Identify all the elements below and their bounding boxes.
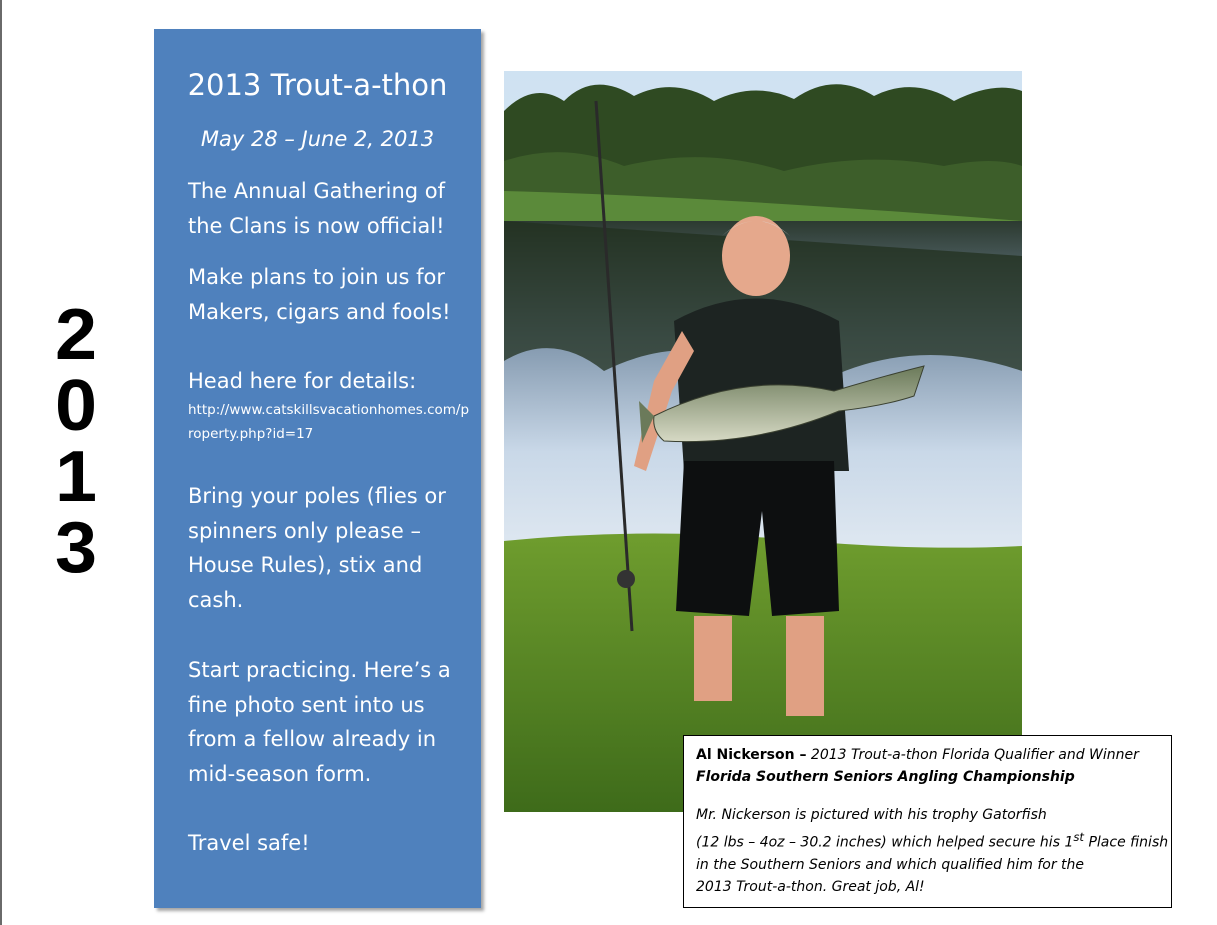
caption-body	[696, 804, 1169, 898]
man-leg-right	[786, 616, 824, 716]
sidebar-panel	[154, 29, 481, 908]
ordinal-suffix: st	[1073, 830, 1085, 844]
closing-text: Travel safe!	[188, 831, 310, 855]
year-digit: 1	[54, 437, 98, 517]
caption-line-part: (12 lbs – 4oz – 30.2 inches) which helped secure his 1	[696, 834, 1074, 851]
angler-photo	[504, 71, 1022, 812]
man-leg-left	[694, 616, 732, 701]
year-digit: 0	[54, 366, 98, 446]
caption-line: 2013 Trout-a-thon. Great job, Al!	[696, 878, 925, 895]
fishing-reel	[617, 570, 635, 588]
year-digit: 3	[54, 508, 98, 588]
championship-name: Florida Southern Seniors Angling Championship	[696, 769, 1075, 785]
invitation-text: Make plans to join us for Makers, cigars and fools!	[188, 265, 451, 324]
announcement-text: The Annual Gathering of the Clans is now official!	[188, 179, 446, 238]
man-shirt	[674, 299, 849, 472]
page-edge-rule	[0, 0, 2, 925]
photo-caption-box	[683, 735, 1172, 908]
practice-text: Start practicing. Here’s a fine photo sent into us from a fellow already in mid-season form.	[188, 658, 451, 786]
bring-poles-text: Bring your poles (flies or spinners only please – House Rules), stix and cash.	[188, 484, 446, 612]
angler-name: Al Nickerson –	[696, 747, 807, 763]
caption-line-part: Place finish	[1084, 834, 1169, 851]
angler-title: 2013 Trout-a-thon Florida Qualifier and Winner	[810, 747, 1139, 763]
caption-line: in the Southern Seniors and which qualified him for the	[696, 856, 1085, 873]
event-dates: May 28 – June 2, 2013	[200, 127, 435, 151]
vertical-year-heading	[48, 295, 104, 588]
details-label: Head here for details:	[188, 369, 417, 393]
caption-line: Mr. Nickerson is pictured with his trophy Gatorfish	[696, 807, 1047, 823]
sidebar-title: 2013 Trout-a-thon	[187, 68, 448, 102]
details-link[interactable]: http://www.catskillsvacationhomes.com/property.php?id=17	[188, 402, 470, 442]
man-head	[722, 216, 790, 296]
caption-line	[696, 826, 1169, 854]
year-digit: 2	[54, 295, 98, 375]
